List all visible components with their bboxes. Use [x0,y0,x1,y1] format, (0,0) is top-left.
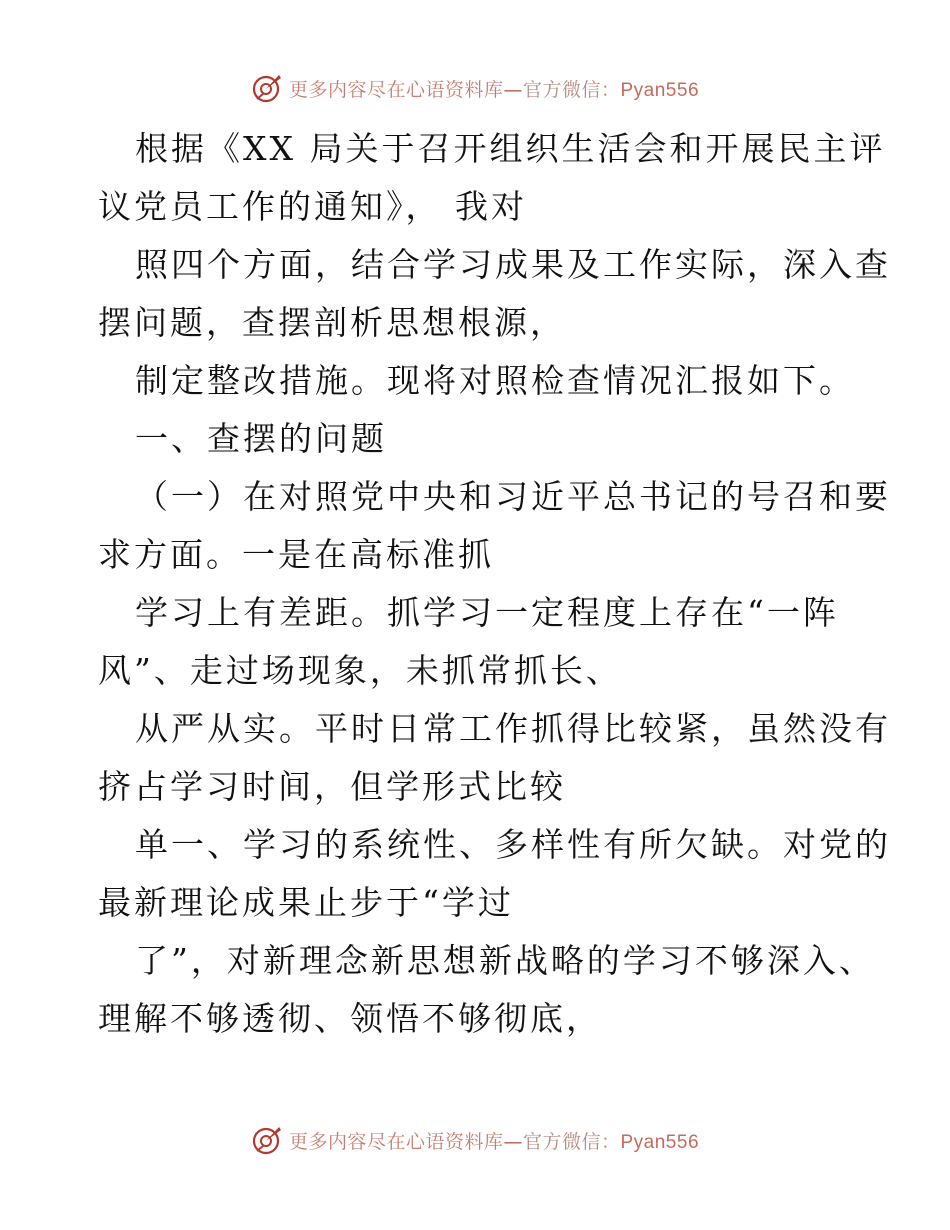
text-line: 照四个方面，结合学习成果及工作实际，深入查 [135,245,891,284]
document-body [98,120,891,1048]
text-line: 风”、走过场现象，未抓常抓长、 [98,651,622,690]
text-line: 最新理论成果止步于“学过 [98,883,514,922]
text-line: 单一、学习的系统性、多样性有所欠缺。对党的 [135,825,891,864]
text-line: 摆问题，查摆剖析思想根源， [98,303,566,342]
quill-seal-icon [251,72,283,104]
banner-wechat-id: Pyan556 [620,79,700,101]
text-line: （一）在对照党中央和习近平总书记的号召和要 [135,477,891,516]
banner-wechat-label: 官方微信： [522,78,621,101]
banner-separator: — [503,1130,523,1153]
text-line: 议党员工作的通知》， 我对 [98,187,527,226]
banner-text [289,75,699,102]
banner-wechat-label: 官方微信： [522,1130,621,1153]
text-line: 制定整改措施。现将对照检查情况汇报如下。 [135,361,855,400]
text-line: 了”，对新理念新思想新战略的学习不够深入、 [135,941,875,980]
text-line: 求方面。一是在高标准抓 [98,535,494,574]
banner-main-text: 更多内容尽在心语资料库 [288,78,504,101]
banner-main-text: 更多内容尽在心语资料库 [288,1130,504,1153]
banner-text [289,1127,699,1154]
text-line: 理解不够透彻、领悟不够彻底， [98,999,602,1038]
text-line: 从严从实。平时日常工作抓得比较紧，虽然没有 [135,709,891,748]
header-watermark-banner [0,68,950,108]
banner-separator: — [503,78,523,101]
footer-watermark-banner [0,1120,950,1160]
text-line: 根据《XX 局关于召开组织生活会和开展民主评 [135,129,886,168]
quill-seal-icon [251,1124,283,1156]
text-line: 挤占学习时间，但学形式比较 [98,767,566,806]
banner-wechat-id: Pyan556 [620,1131,700,1153]
section-heading: 一、查摆的问题 [135,419,387,458]
text-line: 学习上有差距。抓学习一定程度上存在“一阵 [135,593,839,632]
